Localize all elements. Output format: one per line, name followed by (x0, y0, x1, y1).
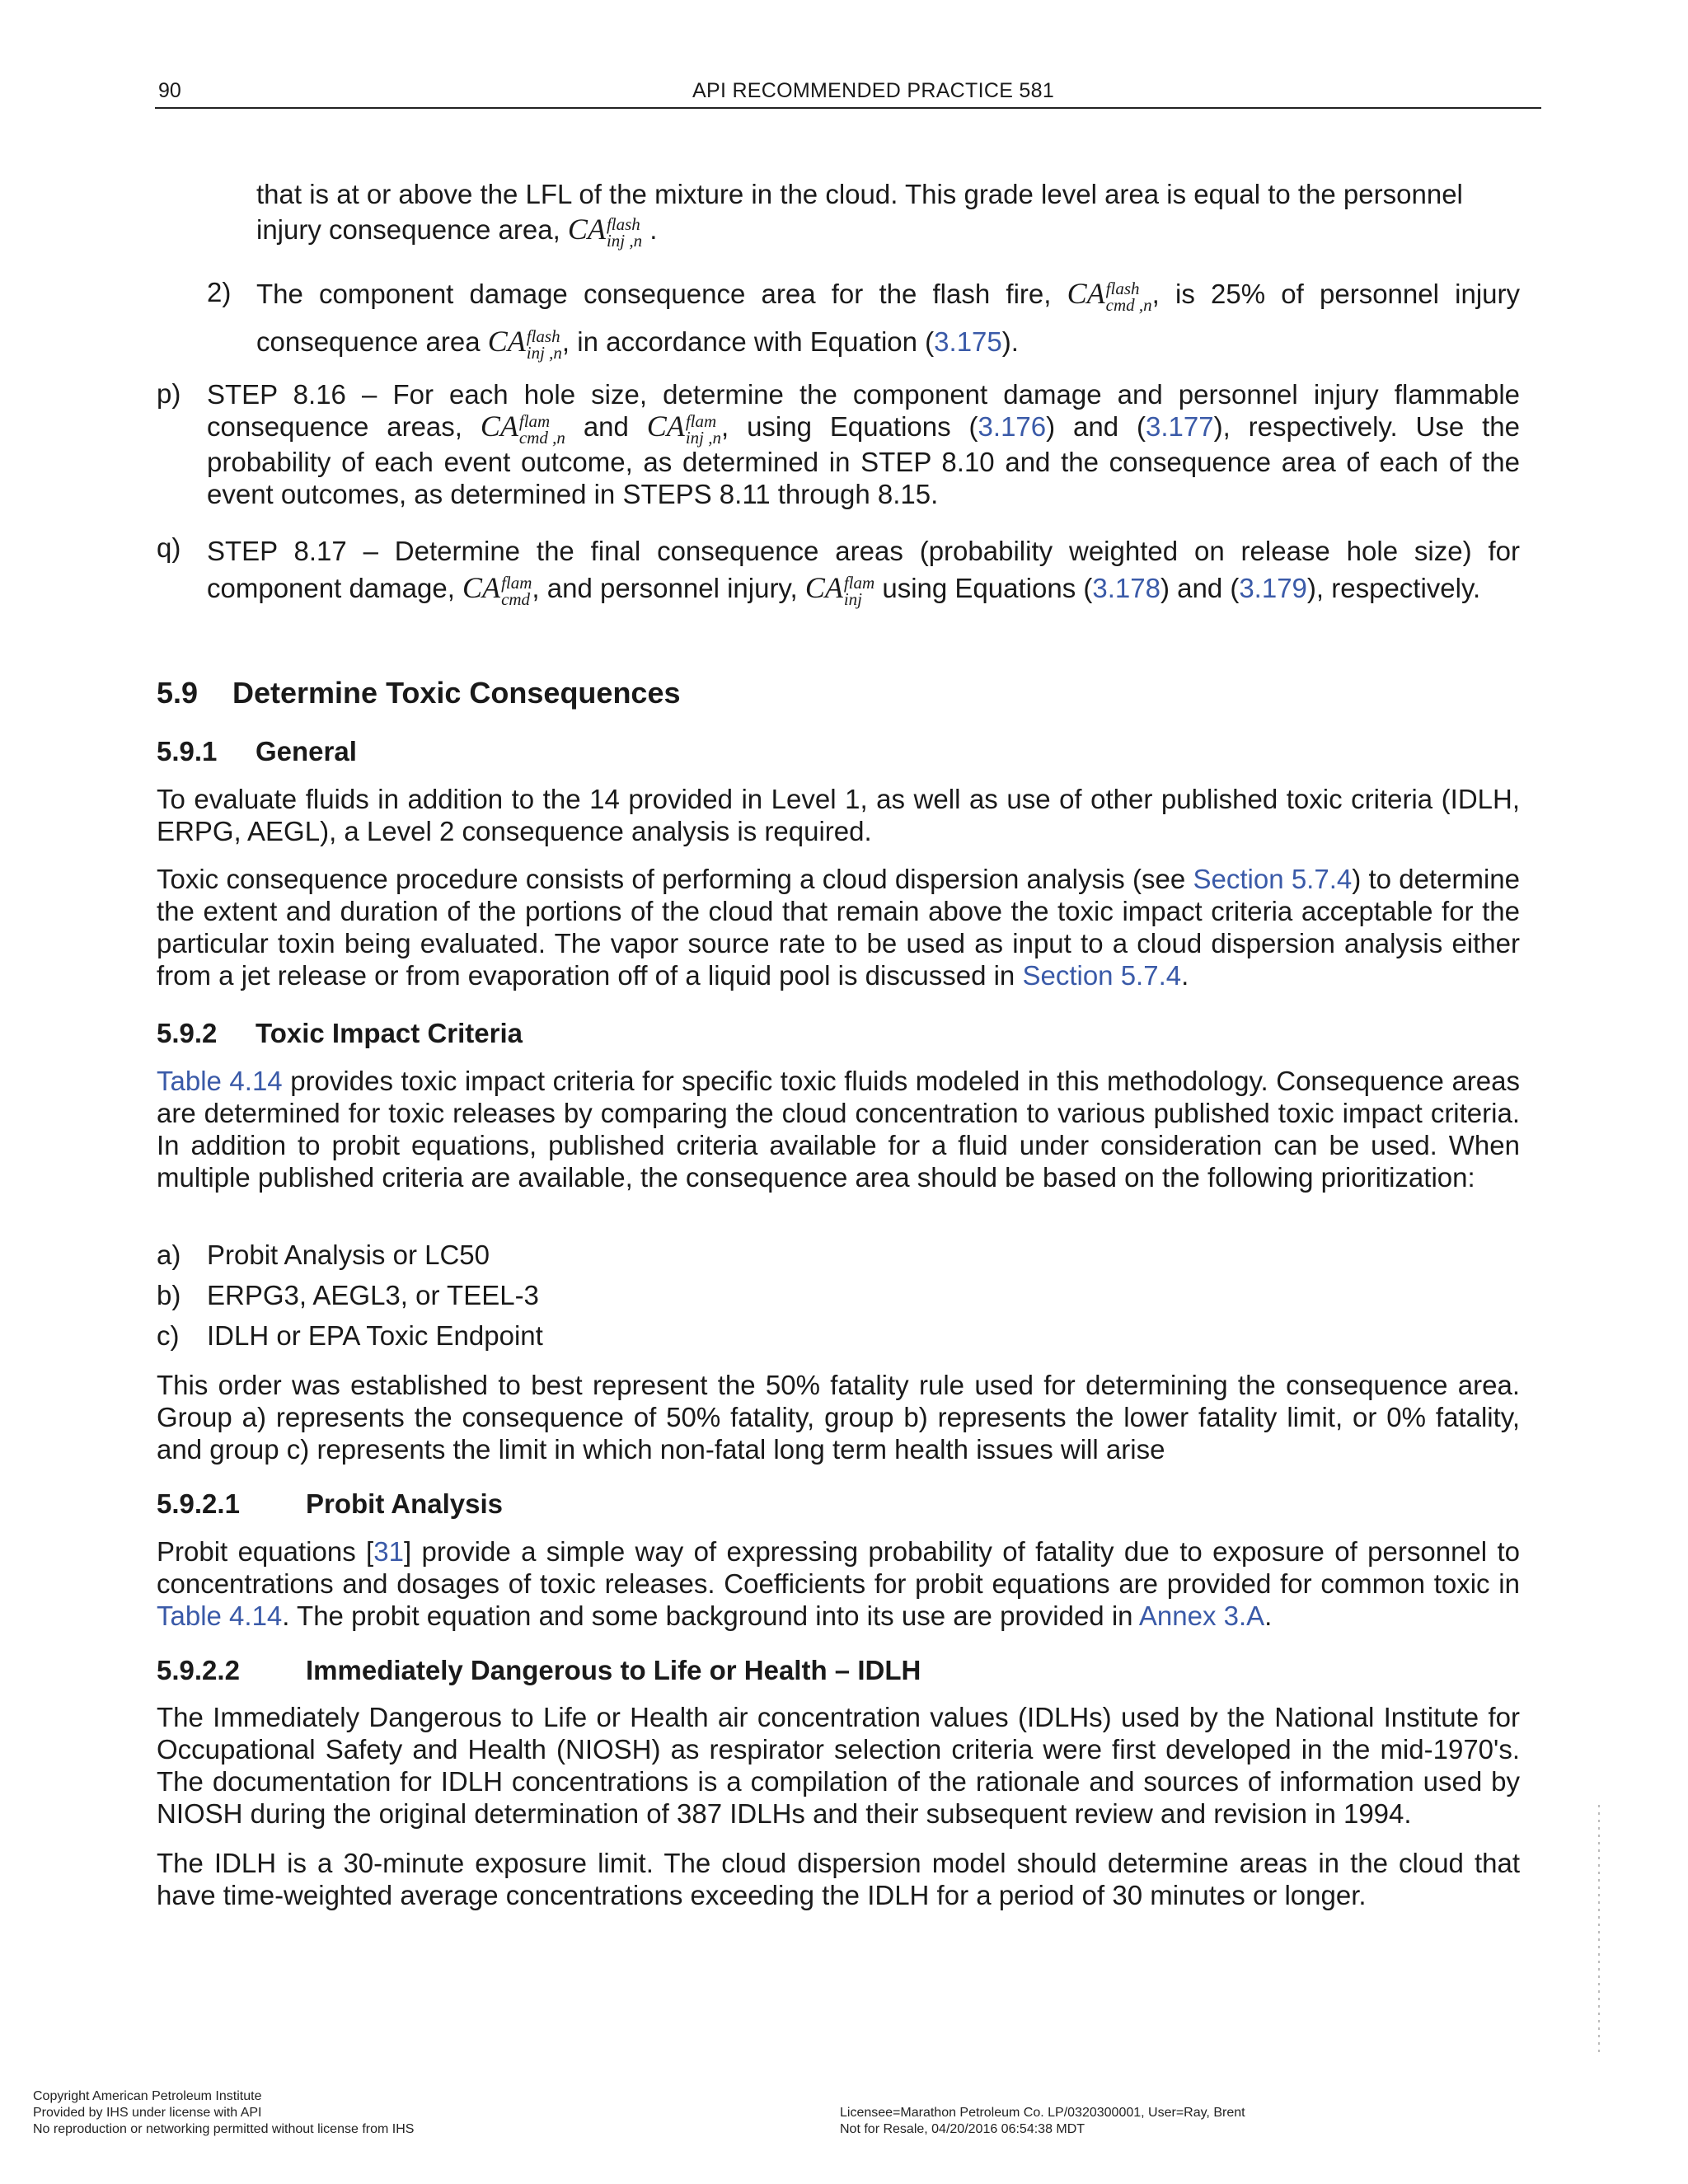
list-item-label: c) (157, 1320, 180, 1351)
continuation-line-1: that is at or above the LFL of the mixture in the cloud. This grade level area is equal to the personnel (256, 179, 1463, 209)
formula-ca-flash-inj-n: CA flash inj ,n (567, 213, 643, 251)
list-item-label: a) (157, 1240, 181, 1270)
footer-licensee: Licensee=Marathon Petroleum Co. LP/0320300001, User=Ray, Brent (840, 2106, 1245, 2120)
header-rule (155, 107, 1541, 109)
running-header-title: API RECOMMENDED PRACTICE 581 (692, 79, 1055, 102)
section-5-9-2-heading: 5.9.2 Toxic Impact Criteria (157, 1018, 523, 1048)
section-5-9-2-1-heading: 5.9.2.1 Probit Analysis (157, 1488, 504, 1519)
formula-ca-flam-cmd: CA flam cmd (462, 571, 532, 610)
footer-copyright: Copyright American Petroleum Institute (33, 2089, 262, 2103)
step-p-label: p) (157, 378, 181, 409)
section-5-9-2-2-paragraph-1: The Immediately Dangerous to Life or Health air concentration values (IDLHs) used by the National Institute for Occupational Safety and Health (NIOSH) as respirator selection criteria were first developed in the mid-1970's. The documentation for IDLH concentrations is a compilation of the rationale and sources of information used by NIOSH during the original determination of 387 IDLHs and their subsequent review and revision in 1994. (157, 1702, 1520, 1829)
equation-link-3-176[interactable]: 3.176 (978, 411, 1047, 442)
section-5-9-2-paragraph-2: This order was established to best represent the 50% fatality rule used for determining the consequence area. Group a) represents the consequence of 50% fatality, group b) represents the lower fatality limit, or 0% fatality, and group c) represents the limit in which non-fatal long term health issues will arise (157, 1370, 1520, 1465)
item-2-text: The component damage consequence area for the flash fire, CA flash cmd ,n , is 25% of personnel injury consequence area CA flash inj ,n , in accordance with Equation (3.175). (256, 277, 1520, 363)
section-5-7-4-link[interactable]: Section 5.7.4 (1022, 960, 1182, 991)
section-5-9-1-heading: 5.9.1 General (157, 736, 357, 766)
formula-ca-flam-inj: CA flam inj (804, 571, 875, 610)
list-item-label: b) (157, 1280, 181, 1310)
footer-no-reproduction: No reproduction or networking permitted without license from IHS (33, 2122, 415, 2136)
step-p-text: STEP 8.16 – For each hole size, determine the component damage and personnel injury flammable consequence areas, CA flam cmd ,n and CA flam inj ,n , using Equations (3.176) and (3.177), respectively. Use the probability of each event outcome, as determined in STEP 8.10 and the consequence area of each of the event outcomes, as determined in STEPS 8.11 through 8.15. (207, 379, 1520, 510)
item-2-label: 2) (207, 277, 232, 307)
margin-annotation-mark (1598, 1805, 1600, 2052)
table-4-14-link[interactable]: Table 4.14 (157, 1601, 283, 1631)
equation-link-3-177[interactable]: 3.177 (1146, 411, 1214, 442)
formula-ca-flash-inj-n: CA flash inj ,n (487, 325, 562, 363)
section-5-9-2-paragraph-1: Table 4.14 provides toxic impact criteria for specific toxic fluids modeled in this methodology. Consequence areas are determined for toxic releases by comparing the cloud concentration to various published toxic impact criteria. In addition to probit equations, published criteria available for a fluid under consideration can be used. When multiple published criteria are available, the consequence area should be based on the following prioritization: (157, 1066, 1520, 1193)
footer-provided-by: Provided by IHS under license with API (33, 2106, 262, 2120)
footer-not-for-resale: Not for Resale, 04/20/2016 06:54:38 MDT (840, 2122, 1085, 2136)
step-q-label: q) (157, 532, 181, 563)
section-5-9-1-paragraph-1: To evaluate fluids in addition to the 14 provided in Level 1, as well as use of other published toxic criteria (IDLH, ERPG, AEGL), a Level 2 consequence analysis is required. (157, 784, 1520, 846)
formula-ca-flash-cmd-n: CA flash cmd ,n (1067, 277, 1152, 316)
section-5-9-heading: 5.9 Determine Toxic Consequences (157, 676, 681, 710)
annex-3-a-link[interactable]: Annex 3.A (1138, 1601, 1265, 1631)
section-5-7-4-link[interactable]: Section 5.7.4 (1193, 864, 1353, 894)
equation-link-3-179[interactable]: 3.179 (1239, 573, 1307, 603)
section-5-9-2-2-paragraph-2: The IDLH is a 30-minute exposure limit. The cloud dispersion model should determine areas in the cloud that have time-weighted average concentrations exceeding the IDLH for a period of 30 minutes or longer. (157, 1848, 1520, 1910)
reference-31-link[interactable]: 31 (373, 1536, 404, 1567)
footer-left (33, 2088, 414, 2138)
section-5-9-1-paragraph-2: Toxic consequence procedure consists of performing a cloud dispersion analysis (see Section 5.7.4) to determine the extent and duration of the portions of the cloud that remain above the toxic impact criteria acceptable for the particular toxin being evaluated. The vapor source rate to be used as input to a cloud dispersion analysis either from a jet release or from evaporation off of a liquid pool is discussed in Section 5.7.4. (157, 864, 1521, 991)
list-item: ERPG3, AEGL3, or TEEL-3 (207, 1280, 539, 1310)
list-item: Probit Analysis or LC50 (207, 1240, 490, 1270)
page-number: 90 (158, 79, 181, 102)
formula-ca-flam-inj-n: CA flam inj ,n (646, 410, 721, 448)
list-item: IDLH or EPA Toxic Endpoint (207, 1320, 543, 1351)
footer-right (840, 2105, 1245, 2138)
step-q-text: STEP 8.17 – Determine the final consequence areas (probability weighted on release hole size) for component damage, CA flam cmd , and personnel injury, CA flam inj using Equations (3.178) and (3.179), respectively. (207, 536, 1520, 610)
formula-ca-flam-cmd-n: CA flam cmd ,n (480, 410, 565, 448)
table-4-14-link[interactable]: Table 4.14 (157, 1066, 283, 1096)
section-5-9-2-2-heading: 5.9.2.2 Immediately Dangerous to Life or Health – IDLH (157, 1655, 921, 1685)
equation-link-3-178[interactable]: 3.178 (1092, 573, 1160, 603)
continuation-line-2: injury consequence area, CA flash inj ,n . (256, 213, 658, 251)
equation-link-3-175[interactable]: 3.175 (934, 326, 1002, 357)
section-5-9-2-1-paragraph: Probit equations [31] provide a simple way of expressing probability of fatality due to exposure of personnel to concentrations and dosages of toxic releases. Coefficients for probit equations are provided for common toxic in Table 4.14. The probit equation and some background into its use are provided in Annex 3.A. (157, 1536, 1520, 1631)
continuation-paragraph (256, 178, 1520, 249)
